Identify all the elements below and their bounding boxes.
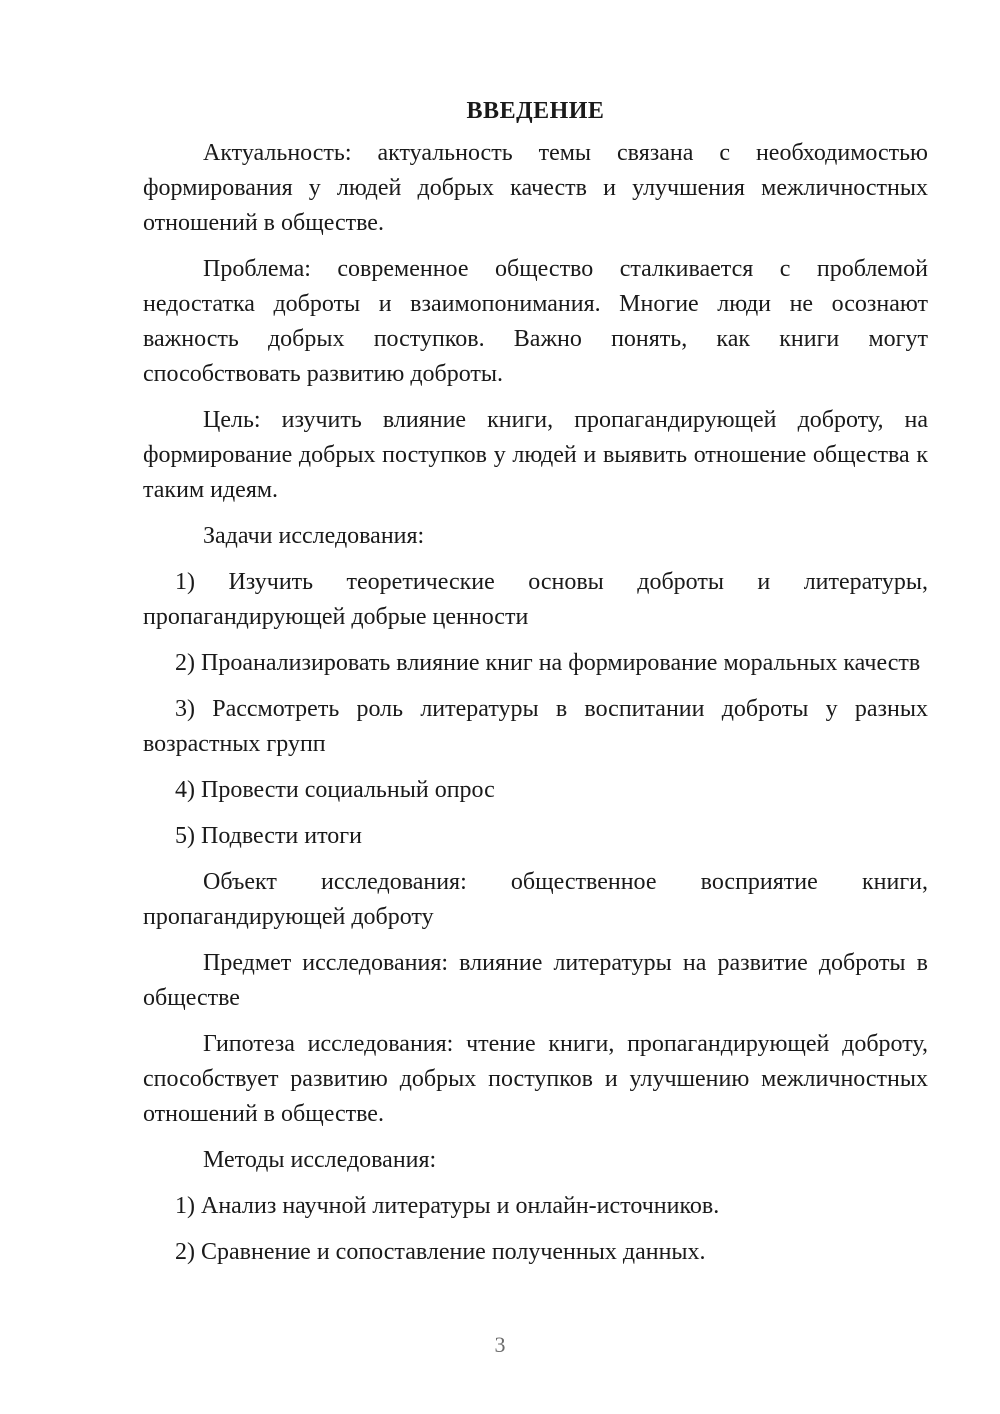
task-item-3: 3) Рассмотреть роль литературы в воспитании доброты у разных возрастных групп <box>143 696 928 757</box>
hypothesis-paragraph: Гипотеза исследования: чтение книги, пропагандирующей доброту, способствует развитию добрых поступков и улучшению межличностных отношений в обществе. <box>143 1031 928 1127</box>
method-item-2: 2) Сравнение и сопоставление полученных данных. <box>175 1239 706 1265</box>
task-item-2: 2) Проанализировать влияние книг на формирование моральных качеств <box>175 650 921 676</box>
task-item-4: 4) Провести социальный опрос <box>175 777 495 803</box>
subject-paragraph: Предмет исследования: влияние литературы на развитие доброты в обществе <box>143 950 928 1011</box>
relevance-paragraph: Актуальность: актуальность темы связана с необходимостью формирования у людей добрых качеств и улучшения межличностных отношений в обществе. <box>143 140 928 236</box>
page-number: 3 <box>494 1332 506 1357</box>
methods-heading: Методы исследования: <box>203 1147 437 1173</box>
document-page <box>143 94 928 1281</box>
task-item-1: 1) Изучить теоретические основы доброты и литературы, пропагандирующей добрые ценности <box>143 569 928 630</box>
tasks-heading: Задачи исследования: <box>203 523 425 549</box>
object-paragraph: Объект исследования: общественное восприятие книги, пропагандирующей доброту <box>143 869 928 930</box>
problem-paragraph: Проблема: современное общество сталкивается с проблемой недостатка доброты и взаимопонимания. Многие люди не осознают важность добрых поступков. Важно понять, как книги могут способствовать развитию доброты. <box>143 256 928 387</box>
method-item-1: 1) Анализ научной литературы и онлайн-источников. <box>175 1193 720 1219</box>
section-title: ВВЕДЕНИЕ <box>466 98 605 124</box>
task-item-5: 5) Подвести итоги <box>175 823 362 849</box>
goal-paragraph: Цель: изучить влияние книги, пропагандирующей доброту, на формирование добрых поступков у людей и выявить отношение общества к таким идеям. <box>143 407 928 503</box>
